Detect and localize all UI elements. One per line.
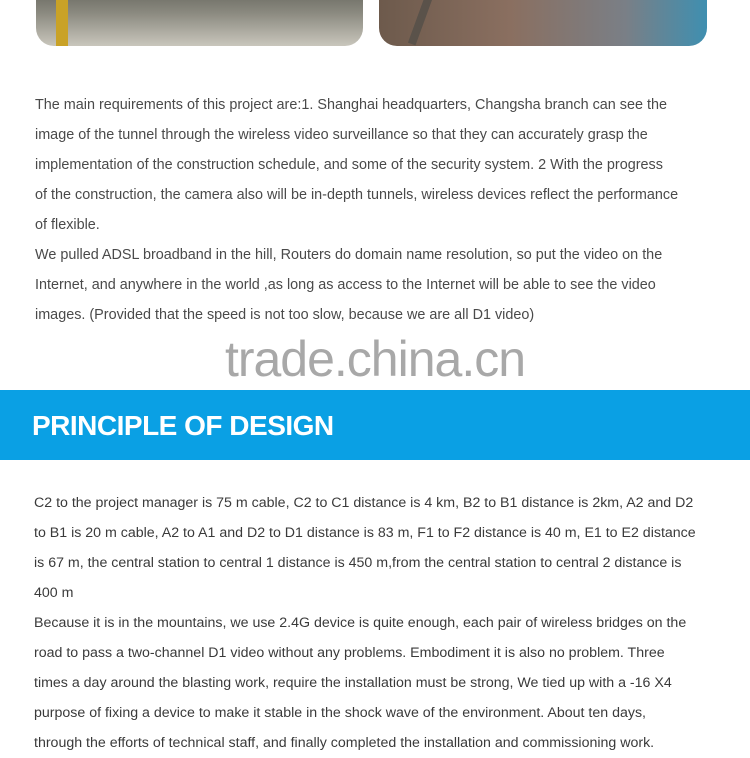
tunnel-interior-photo	[379, 0, 707, 46]
text-line: 400 m	[34, 585, 74, 601]
barrier-post	[56, 0, 68, 46]
design-principle-text	[34, 488, 696, 758]
text-line: Because it is in the mountains, we use 2.4G device is quite enough, each pair of wireless bridges on the	[34, 615, 687, 631]
text-line: The main requirements of this project are:1. Shanghai headquarters, Changsha branch can see the	[35, 97, 667, 113]
text-line: times a day around the blasting work, require the installation must be strong, We tied up with a -16 X4	[34, 675, 672, 691]
project-requirements-text	[35, 90, 678, 330]
text-line: images. (Provided that the speed is not too slow, because we are all D1 video)	[35, 307, 535, 323]
section-title: PRINCIPLE OF DESIGN	[32, 410, 334, 441]
text-line: implementation of the construction schedule, and some of the security system. 2 With the progress	[35, 157, 663, 173]
text-line: purpose of fixing a device to make it stable in the shock wave of the environment. About ten days,	[34, 705, 646, 721]
text-line: image of the tunnel through the wireless video surveillance so that they can accurately grasp the	[35, 127, 648, 143]
section-banner	[0, 390, 750, 460]
text-line: We pulled ADSL broadband in the hill, Routers do domain name resolution, so put the video on the	[35, 247, 663, 263]
watermark: trade.china.cn	[224, 331, 526, 387]
text-line: of flexible.	[35, 217, 100, 233]
text-line: of the construction, the camera also will be in-depth tunnels, wireless devices reflect the performance	[35, 187, 679, 203]
text-line: Internet, and anywhere in the world ,as long as access to the Internet will be able to see the video	[35, 277, 656, 293]
pipe	[408, 0, 438, 45]
text-line: through the efforts of technical staff, and finally completed the installation and commissioning work.	[34, 735, 655, 751]
text-line: road to pass a two-channel D1 video without any problems. Embodiment it is also no problem. Three	[34, 645, 665, 661]
text-line: to B1 is 20 m cable, A2 to A1 and D2 to D1 distance is 83 m, F1 to F2 distance is 40 m, E1 to E2 distance	[34, 525, 696, 541]
text-line: is 67 m, the central station to central 1 distance is 450 m,from the central station to central 2 distance is	[34, 555, 682, 571]
text-line: C2 to the project manager is 75 m cable, C2 to C1 distance is 4 km, B2 to B1 distance is 2km, A2 and D2	[34, 495, 694, 511]
tunnel-entrance-photo	[36, 0, 363, 46]
